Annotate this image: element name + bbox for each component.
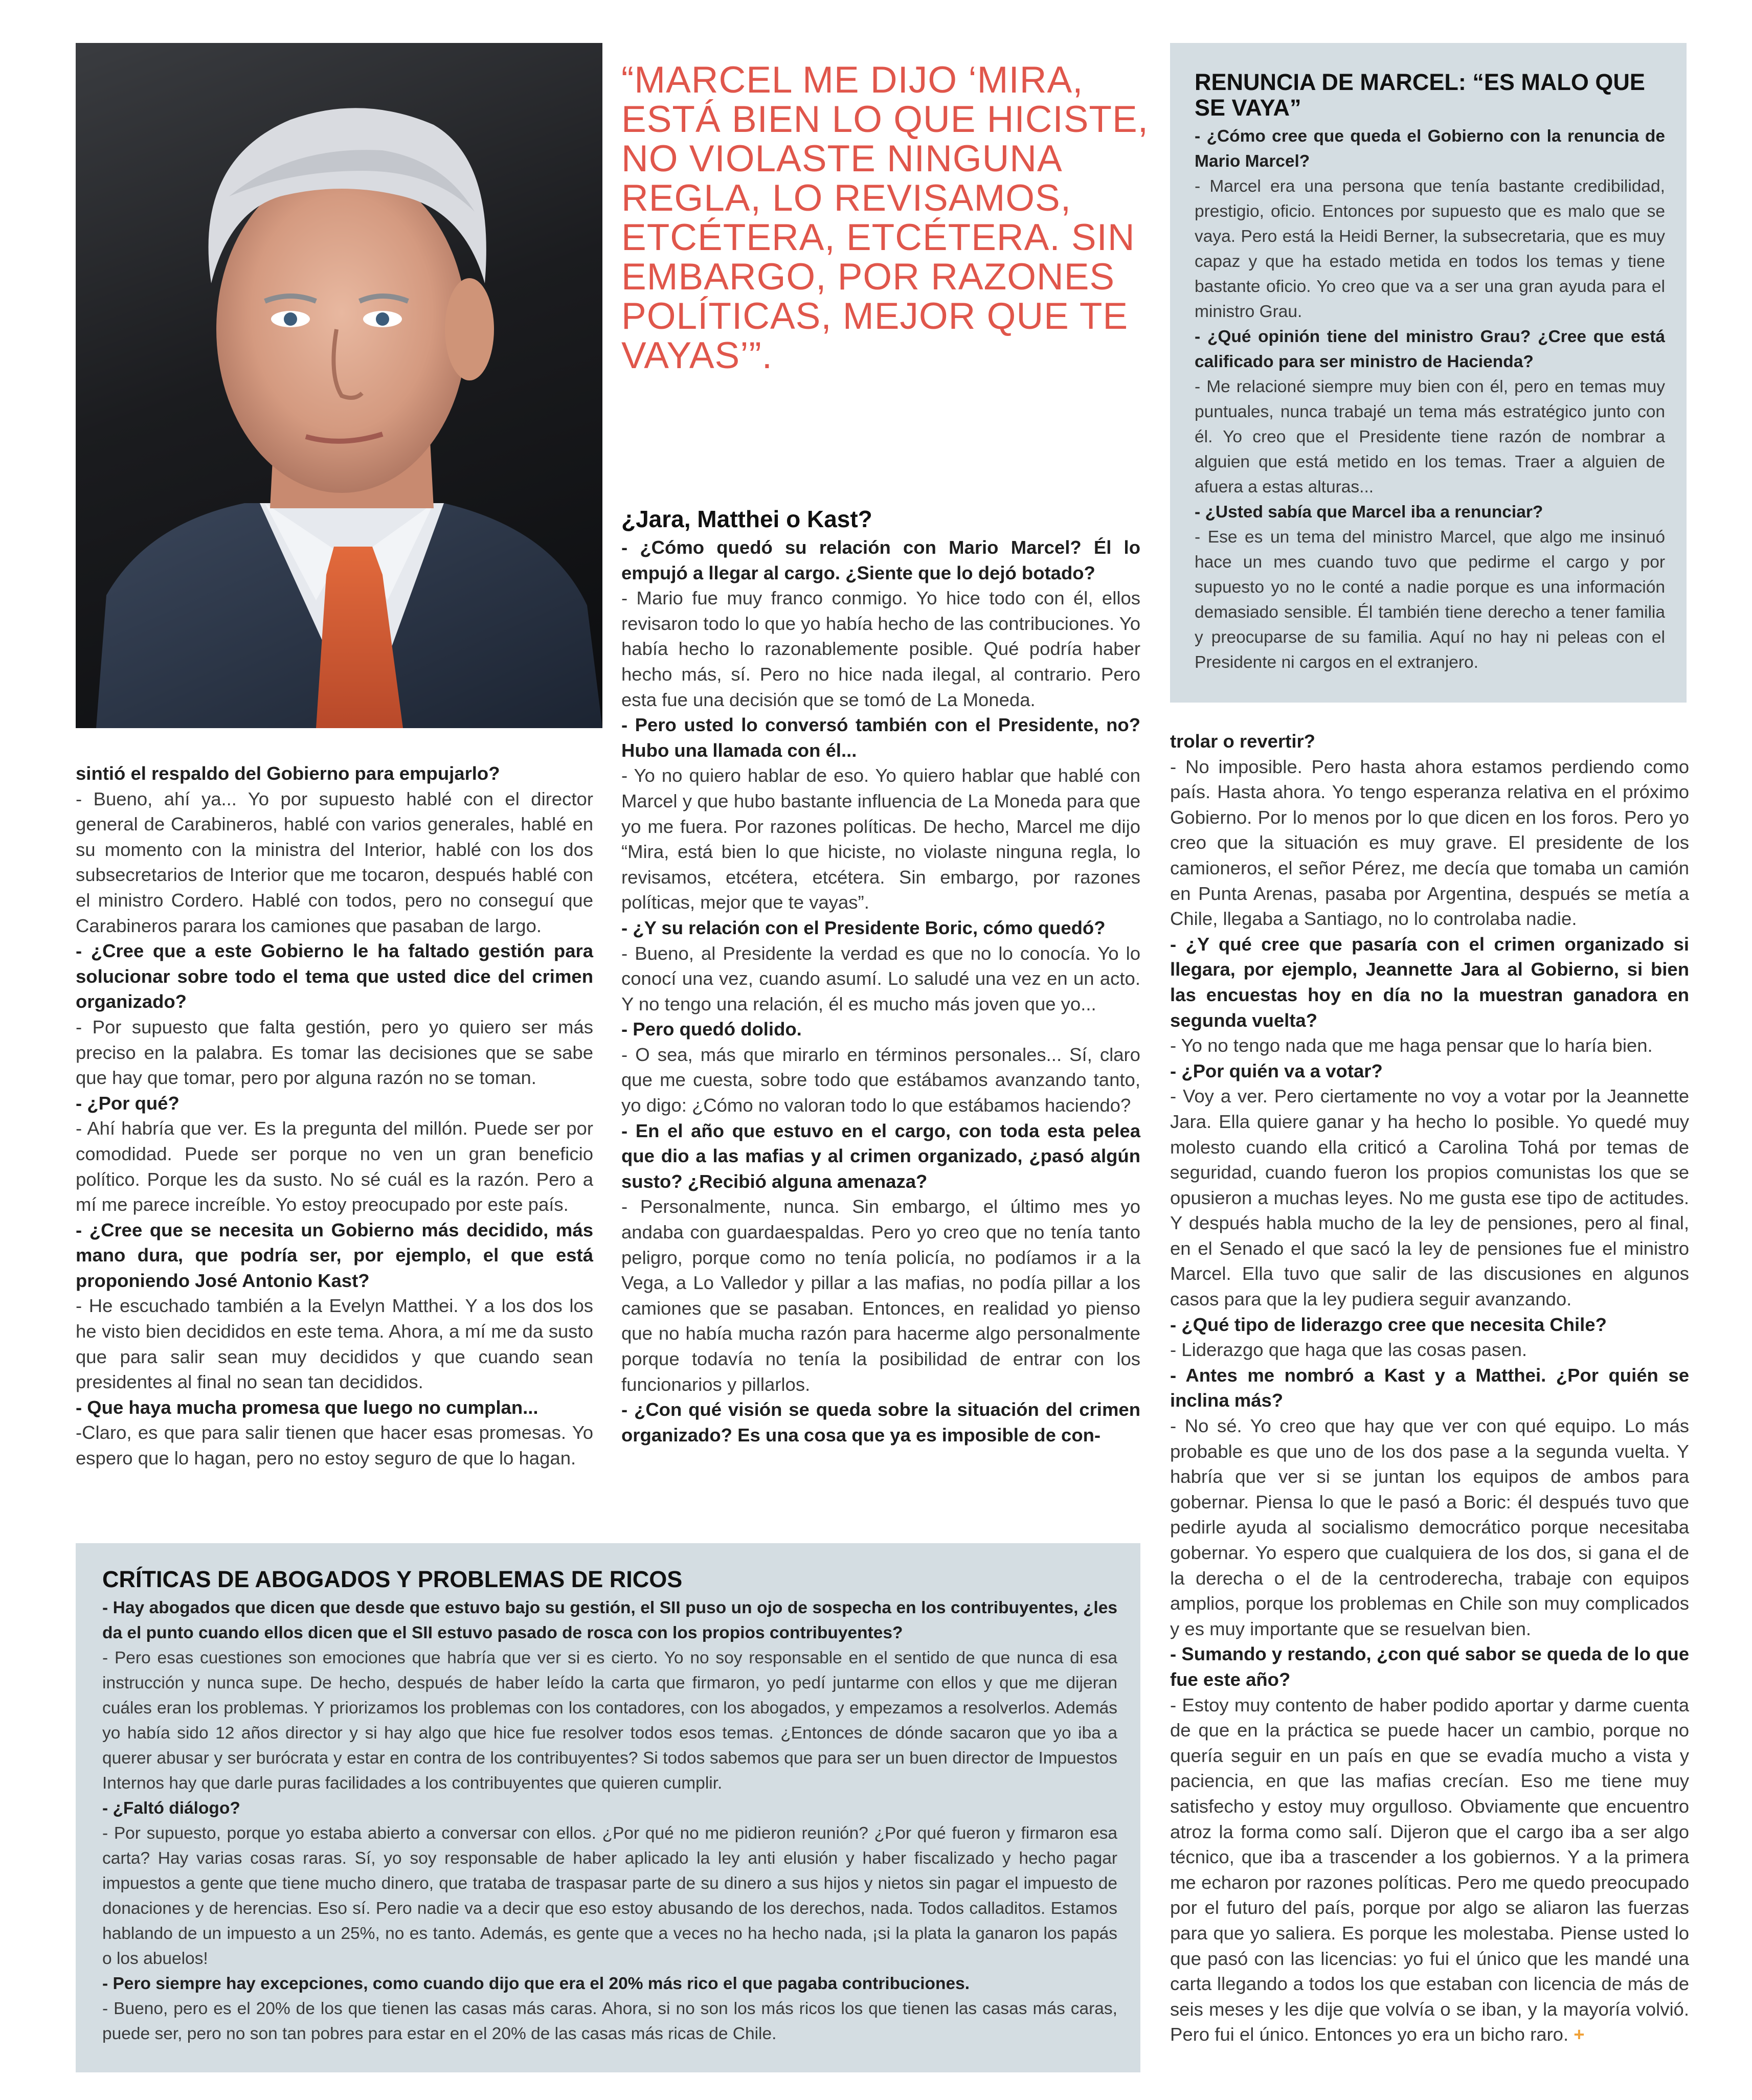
answer: - Liderazgo que haga que las cosas pasen. bbox=[1170, 1339, 1528, 1361]
question: - Pero usted lo conversó también con el Presidente, no? Hubo una llamada con él... bbox=[621, 714, 1140, 761]
answer: - Yo no quiero hablar de eso. Yo quiero hablar que hablé con Marcel y que hubo bastante influencia de La Moneda para que yo me fuera. Por razones políticas. De hecho, Marcel me dijo “Mira, está bien lo que hiciste, no violaste ninguna regla, lo revisamos, etcétera, etcétera. Sin embargo, por razones políticas, mejor que te vayas”. bbox=[621, 765, 1140, 913]
question: - ¿Usted sabía que Marcel iba a renunciar? bbox=[1195, 503, 1543, 522]
answer: - Bueno, al Presidente la verdad es que no lo conocía. Yo lo conocí una vez, cuando asumí. Lo saludé una vez en un acto. Y no tengo una relación, él es mucho más joven que yo... bbox=[621, 942, 1140, 1014]
question: trolar o revertir? bbox=[1170, 731, 1315, 752]
end-of-article-mark: + bbox=[1574, 2024, 1585, 2045]
question: - ¿Cómo quedó su relación con Mario Marcel? Él lo empujó a llegar al cargo. ¿Siente que lo dejó botado? bbox=[621, 537, 1140, 583]
article-column-1 bbox=[76, 761, 593, 1471]
pull-quote: “MARCEL ME DIJO ‘MIRA, ESTÁ BIEN LO QUE HICISTE, NO VIOLASTE NINGUNA REGLA, LO REVISAMOS, ETCÉTERA, ETCÉTERA. SIN EMBARGO, POR RAZONES POLÍTICAS, MEJOR QUE TE VAYAS’”. bbox=[621, 59, 1149, 376]
answer: - He escuchado también a la Evelyn Matthei. Y a los dos los he visto bien decididos en este tema. Ahora, a mí me da susto que para salir sean muy decididos y que cuando sean presidentes al final no sean tan decididos. bbox=[76, 1295, 593, 1393]
answer: - Me relacioné siempre muy bien con él, pero en temas muy puntuales, nunca trabajé un tema más estratégico junto con él. Yo creo que el Presidente tiene razón de nombrar a alguien que está metido en los temas. Traer a alguien de afuera a estas alturas... bbox=[1195, 377, 1665, 496]
question: sintió el respaldo del Gobierno para empujarlo? bbox=[76, 763, 500, 784]
answer: - Bueno, pero es el 20% de los que tienen las casas más caras. Ahora, si no son los más ricos los que tienen las casas más caras, puede ser, pero no son tan pobres para estar en el 20% de las casas más ricas de Chile. bbox=[102, 1999, 1117, 2043]
question: - Pero siempre hay excepciones, como cuando dijo que era el 20% más rico el que pagaba contribuciones. bbox=[102, 1974, 970, 1993]
answer: - Ahí habría que ver. Es la pregunta del millón. Puede ser por comodidad. Puede ser porque no ven un gran beneficio político. Porque les da susto. No sé cuál es la razón. Pero a mí me parece increíble. Yo estoy preocupado por este país. bbox=[76, 1118, 593, 1215]
question: - ¿Cree que se necesita un Gobierno más decidido, más mano dura, que podría ser, por ejemplo, el que está proponiendo José Antonio Kast? bbox=[76, 1219, 593, 1291]
answer: - O sea, más que mirarlo en términos personales... Sí, claro que me cuesta, sobre todo que estábamos avanzando tanto, yo digo: ¿Cómo no valoran todo lo que estábamos haciendo? bbox=[621, 1044, 1140, 1116]
question: - ¿Por quién va a votar? bbox=[1170, 1060, 1383, 1081]
question: - En el año que estuvo en el cargo, con toda esta pelea que dio a las mafias y al crimen organizado, ¿pasó algún susto? ¿Recibió alguna amenaza? bbox=[621, 1120, 1140, 1192]
box-title: CRÍTICAS DE ABOGADOS Y PROBLEMAS DE RICOS bbox=[102, 1566, 683, 1592]
answer: - Por supuesto, porque yo estaba abierto a conversar con ellos. ¿Por qué no me pidieron reunión? ¿Por qué fueron y firmaron esa carta? Hay varias cosas raras. Sí, yo soy responsable de haber aplicado la ley anti elusión y haber fiscalizado y hecho pagar impuestos a gente que tiene mucho dinero, que trataba de traspasar parte de su dinero a sus hijos y nietos sin pagar el impuesto de donaciones y de herencias. Eso sí. Pero nadie va a decir que eso estoy abusando de los derechos, nada. Todos calladitos. Estamos hablando de un impuesto a un 25%, no es tanto. Además, es gente que a veces no ha hecho nada, ¡si la plata la ganaron los papás o los abuelos! bbox=[102, 1824, 1117, 1968]
article-column-3 bbox=[1170, 729, 1689, 2047]
question: - ¿Por qué? bbox=[76, 1092, 179, 1114]
question: - Sumando y restando, ¿con qué sabor se queda de lo que fue este año? bbox=[1170, 1643, 1689, 1690]
answer: - No imposible. Pero hasta ahora estamos perdiendo como país. Hasta ahora. Yo tengo esperanza relativa en el próximo Gobierno. Por lo menos por lo que dicen en los foros. Pero yo creo que la situación es muy grave. El presidente de los camioneros, el señor Pérez, me decía que tomaba un camión en Punta Arenas, pasaba por Argentina, después se metía a Chile, llegaba a Santiago, no lo controlaba nadie. bbox=[1170, 756, 1689, 930]
portrait-photo bbox=[76, 43, 602, 728]
question: - ¿Cómo cree que queda el Gobierno con la renuncia de Mario Marcel? bbox=[1195, 127, 1665, 171]
sidebar-box-criticas bbox=[76, 1543, 1140, 2072]
answer: - Pero esas cuestiones son emociones que habría que ver si es cierto. Yo no soy responsable en el sentido de que nunca di esa instrucción y nunca supe. De hecho, después de haber leído la carta que firmaron, yo pedí juntarme con ellos y que me dijeran cuáles eran los problemas. Y priorizamos los problemas con los contadores, con los abogados, y empezamos a resolverlos. Además yo había sido 12 años director y si hay algo que hice fue resolver todos esos temas. ¿Entonces de dónde sacaron que yo iba a querer abusar y ser burócrata y estar en contra de los contribuyentes? Si todos sabemos que para ser un buen director de Impuestos Internos hay que darle puras facilidades a los contribuyentes que quieren cumplir. bbox=[102, 1649, 1117, 1793]
question: - Que haya mucha promesa que luego no cumplan... bbox=[76, 1396, 538, 1418]
answer: - Por supuesto que falta gestión, pero yo quiero ser más preciso en la palabra. Es tomar las decisiones que se sabe que hay que tomar, pero por alguna razón no se toman. bbox=[76, 1016, 593, 1089]
answer: - Bueno, ahí ya... Yo por supuesto hablé con el director general de Carabineros, hablé con varios generales, hablé en su momento con la ministra del Interior, hablé con los dos subsecretarios de Interior que me tocaron, después hablé con el ministro Cordero. Hablé con todos, pero no conseguí que Carabineros parara los camiones que pasaban de largo. bbox=[76, 788, 593, 936]
answer: - Voy a ver. Pero ciertamente no voy a votar por la Jeannette Jara. Ella quiere ganar y ha hecho lo posible. Yo quedé muy molesto cuando ella criticó a Carolina Tohá por temas de seguridad, cuando fueron los propios comunistas los que se opusieron a muchas leyes. No me gusta ese tipo de actitudes. Y después habla mucho de la ley de pensiones, pero al final, en el Senado el que sacó la ley de pensiones fue el ministro Marcel. Ella tuvo que salir de las discusiones en algunos casos para que la ley pudiera seguir avanzando. bbox=[1170, 1086, 1689, 1310]
answer: -Claro, es que para salir tienen que hacer esas promesas. Yo espero que lo hagan, pero no estoy seguro de que lo hagan. bbox=[76, 1422, 593, 1469]
answer bbox=[1170, 1692, 1689, 2047]
sidebar-box-marcel bbox=[1170, 43, 1687, 703]
question: - ¿Y qué cree que pasaría con el crimen organizado si llegara, por ejemplo, Jeannette Jara al Gobierno, si bien las encuestas hoy en día no la muestran ganadora en segunda vuelta? bbox=[1170, 933, 1689, 1031]
answer: - Ese es un tema del ministro Marcel, que algo me insinuó hace un mes cuando tuvo que pedirme el cargo y por supuesto yo no le conté a nadie porque es una información demasiado sensible. Él también tiene derecho a tener familia y preocuparse de su familia. Aquí no hay ni peleas con el Presidente ni cargos en el extranjero. bbox=[1195, 528, 1665, 672]
question: - ¿Y su relación con el Presidente Boric, cómo quedó? bbox=[621, 917, 1106, 938]
section-heading: ¿Jara, Matthei o Kast? bbox=[621, 506, 872, 532]
answer: - Yo no tengo nada que me haga pensar que lo haría bien. bbox=[1170, 1035, 1653, 1056]
answer-text: - Estoy muy contento de haber podido aportar y darme cuenta de que en la práctica se puede hacer un cambio, porque no quería seguir en un país en que se evadía mucho a vista y paciencia, en que las mafias crecían. Eso me tiene muy satisfecho y estoy muy orgulloso. Obviamente que encuentro atroz la forma como salí. Dijeron que el cargo iba a ser algo técnico, que iba a trascender a los gobiernos. Y a la primera me echaron por razones políticas. Pero me quedo preocupado por el futuro del país, porque por algo se aliaron las fuerzas para que yo saliera. Es porque les molestaba. Piense usted lo que pasó con las licencias: yo fui el único que les mandé una carta llegando a todos los que estaban con licencia de más de seis meses y les dije que volvía o se iban, y la mayoría volvió. Pero fui el único. Entonces yo era un bicho raro. bbox=[1170, 1694, 1689, 2045]
question: - ¿Faltó diálogo? bbox=[102, 1799, 240, 1818]
answer: - Marcel era una persona que tenía bastante credibilidad, prestigio, oficio. Entonces por supuesto que es malo que se vaya. Pero está la Heidi Berner, la subsecretaria, que es muy capaz y que ha estado metida en todos los temas y tiene bastante oficio. Yo creo que va a ser una gran ayuda para el ministro Grau. bbox=[1195, 177, 1665, 321]
question: - ¿Cree que a este Gobierno le ha faltado gestión para solucionar sobre todo el tema que usted dice del crimen organizado? bbox=[76, 940, 593, 1012]
answer: - No sé. Yo creo que hay que ver con qué equipo. Lo más probable es que uno de los dos pase a la segunda vuelta. Y habría que ver si se juntan los equipos de ambos para gobernar. Piensa lo que le pasó a Boric: él después tuvo que pedirle ayuda al socialismo democrático porque necesitaba gobernar. Yo espero que cualquiera de los dos, si gana el de la derecha o el de la centroderecha, trabaje con equipos amplios, porque los problemas en Chile son muy complicados y es muy importante que se resuelvan bien. bbox=[1170, 1415, 1689, 1639]
question: - Hay abogados que dicen que desde que estuvo bajo su gestión, el SII puso un ojo de sospecha en los contribuyentes, ¿les da el punto cuando ellos dicen que el SII estuvo pasado de rosca con los propios contribuyentes? bbox=[102, 1598, 1117, 1642]
question: - ¿Qué tipo de liderazgo cree que necesita Chile? bbox=[1170, 1314, 1607, 1335]
portrait-illustration bbox=[76, 43, 602, 728]
question: - Pero quedó dolido. bbox=[621, 1019, 802, 1040]
answer: - Mario fue muy franco conmigo. Yo hice todo con él, ellos revisaron todo lo que yo había hecho de las contribuciones. Yo había hecho lo razonablemente posible. Qué podría haber hecho más, sí. Pero no hice nada ilegal, al contrario. Pero esta fue una decisión que se tomó de La Moneda. bbox=[621, 588, 1140, 710]
question: - ¿Qué opinión tiene del ministro Grau? ¿Cree que está calificado para ser ministro de Hacienda? bbox=[1195, 327, 1665, 371]
answer: - Personalmente, nunca. Sin embargo, el último mes yo andaba con guardaespaldas. Pero yo creo que no tenía tanto peligro, porque como no tenía policía, no podíamos ir a la Vega, a Lo Valledor y pillar a las mafias, no podía pillar a los camiones que se pasaban. Entonces, en realidad yo pienso que no había mucha razón para hacerme algo personalmente porque todavía no tenía la posibilidad de entrar con los funcionarios y pillarlos. bbox=[621, 1196, 1140, 1395]
question: - ¿Con qué visión se queda sobre la situación del crimen organizado? Es una cosa que ya es imposible de con- bbox=[621, 1399, 1140, 1446]
article-column-2 bbox=[621, 505, 1140, 1448]
box-title: RENUNCIA DE MARCEL: “ES MALO QUE SE VAYA” bbox=[1195, 69, 1645, 121]
question: - Antes me nombró a Kast y a Matthei. ¿Por quién se inclina más? bbox=[1170, 1364, 1689, 1411]
